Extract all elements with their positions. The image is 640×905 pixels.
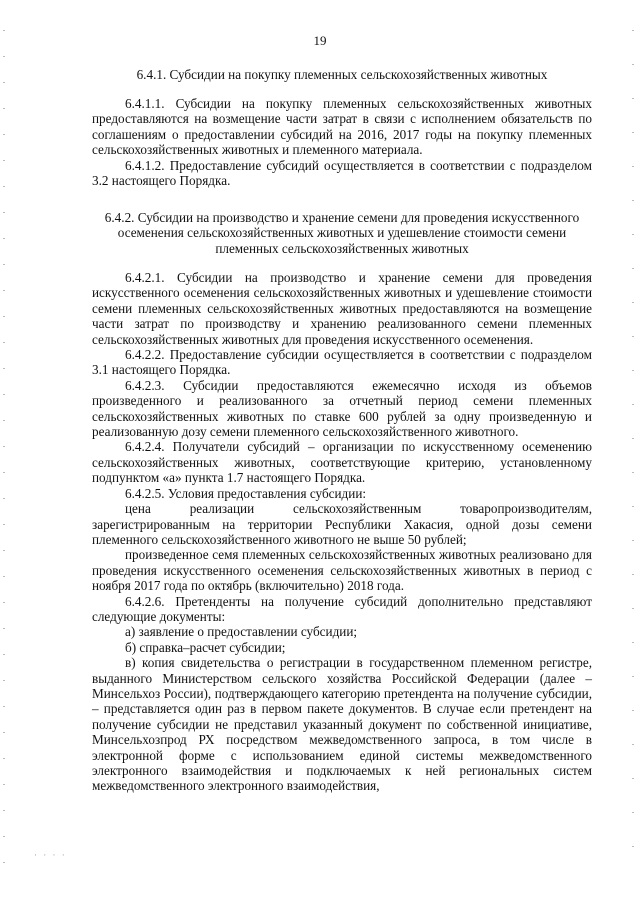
section-6-4-2-body [92,270,592,794]
document-item-b: б) справка–расчет субсидии; [125,639,286,655]
page-number: 19 [313,33,327,48]
document-item-a: а) заявление о предоставлении субсидии; [125,624,358,640]
paragraph-6-4-2-5: 6.4.2.5. Условия предоставления субсидии: [125,485,367,501]
section-heading-6-4-1: 6.4.1. Субсидии на покупку племенных сельскохозяйственных животных [136,67,548,82]
section-6-4-1-body [92,96,592,188]
paragraph-6-4-1-1: 6.4.1.1. Субсидии на покупку племенных сельскохозяйственных животных предоставляются на возмещение части затрат в связи с исполнением обязательств по соглашениям о предоставлении субсидий на 2016, 2017 годы на покупку племенных сельскохозяйственных животных и племенного материала. [92,96,592,158]
scan-edge-left [3,30,5,875]
section-heading-6-4-2: 6.4.2. Субсидии на производство и хранение семени для проведения искусственного осеменения сельскохозяйственных животных и удешевление стоимости семени племенных сельскохозяйственных животных [104,210,580,256]
scan-edge-right [632,30,634,875]
condition-period: произведенное семя племенных сельскохозяйственных животных реализовано для проведения искусственного осеменения сельскохозяйственных животных в период с ноября 2017 года по октябрь (включительно) 2018 года. [92,547,592,594]
paragraph-6-4-2-6: 6.4.2.6. Претенденты на получение субсидий дополнительно представляют следующие документы: [92,593,592,624]
paragraph-6-4-2-1: 6.4.2.1. Субсидии на производство и хранение семени для проведения искусственного осеменения сельскохозяйственных животных и удешевление стоимости семени племенных сельскохозяйственных животных предоставляются на возмещение части затрат по производству и хранению реализованного семени племенных сельскохозяйственных животных для проведения искусственного осеменения. [92,270,592,347]
condition-price: цена реализации сельскохозяйственным товаропроизводителям, зарегистрированным на территории Республики Хакасия, одной дозы семени племенного сельскохозяйственного животного не выше 50 рублей; [92,501,592,547]
paragraph-6-4-2-3: 6.4.2.3. Субсидии предоставляются ежемесячно исходя из объемов произведенного и реализованного за отчетный период семени племенных сельскохозяйственных животных по ставке 600 рублей за одну произведенную и реализованную дозу семени племенного сельскохозяйственного животного. [92,377,592,440]
paragraph-6-4-2-4: 6.4.2.4. Получатели субсидий – организации по искусственному осеменению сельскохозяйственных животных, соответствующие критерию, установленному подпунктом «а» пункта 1.7 настоящего Порядка. [92,439,592,486]
paragraph-6-4-2-2: 6.4.2.2. Предоставление субсидии осуществляется в соответствии с подразделом 3.1 настоящего Порядка. [92,347,592,378]
document-item-v: в) копия свидетельства о регистрации в государственном племенном регистре, выданного Министерством сельского хозяйства Российской Федерации (далее – Минсельхоз России), подтверждающего категорию претендента на получение субсидии, – представляется один раз в первом пакете документов. В случае если претендент на получение субсидии не представил указанный документ по собственной инициативе, Минсельхозпрод РХ посредством межведомственного запроса, в том числе в электронной форме с использованием единой системы межведомственного электронного взаимодействия и подключаемых к ней региональных систем межведомственного электронного взаимодействия, [92,655,592,794]
scan-artifact: · · · · [34,850,67,860]
paragraph-6-4-1-2: 6.4.1.2. Предоставление субсидий осуществляется в соответствии с подразделом 3.2 настоящего Порядка. [92,157,592,189]
